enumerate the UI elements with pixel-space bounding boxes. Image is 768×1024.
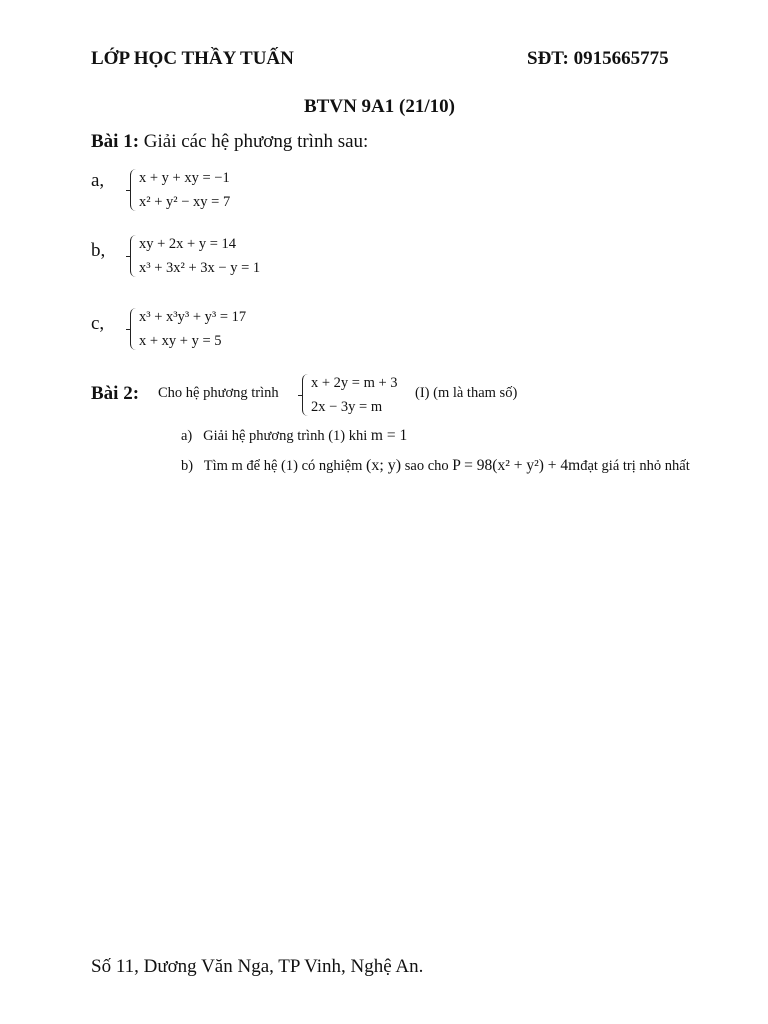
bai1-text: Giải các hệ phương trình sau: <box>143 131 369 152</box>
system-b <box>130 232 260 280</box>
system-c-eq1: x³ + x³y³ + y³ = 17 <box>139 309 247 325</box>
system-a-eq2: x² + y² − xy = 7 <box>139 194 231 210</box>
system-bai2 <box>302 371 398 419</box>
brace-icon <box>130 169 137 211</box>
system-bai2-eq2: 2x − 3y = m <box>311 399 383 415</box>
bai2-part-b <box>181 457 690 475</box>
item-a-label: a, <box>91 170 105 191</box>
part-a-condition: m = 1 <box>370 427 408 444</box>
brace-icon <box>130 235 137 277</box>
system-b-eq1: xy + 2x + y = 14 <box>139 236 237 252</box>
bai2-label <box>91 383 139 405</box>
bai2-part-a <box>181 427 407 445</box>
part-a-label: a) <box>181 428 193 444</box>
system-a-eq1: x + y + xy = −1 <box>139 170 230 186</box>
part-b-expression: P = 98(x² + y²) + 4m <box>452 457 581 474</box>
part-b-text-1: Tìm m để hệ (1) có nghiệm <box>203 458 363 474</box>
item-c-label: c, <box>91 313 105 334</box>
part-b-xy: (x; y) <box>366 457 402 474</box>
header-left: LỚP HỌC THẦY TUẤN <box>91 48 294 69</box>
part-b-label: b) <box>181 458 194 474</box>
footer-address: Số 11, Dương Văn Nga, TP Vinh, Nghệ An. <box>91 956 424 977</box>
system-bai2-eq1: x + 2y = m + 3 <box>311 375 398 391</box>
bai2-intro: Cho hệ phương trình <box>158 385 279 401</box>
bai2-label-text: Bài 2: <box>91 383 140 404</box>
system-c <box>130 305 246 353</box>
header-right: SĐT: 0915665775 <box>527 48 669 69</box>
part-a-text: Giải hệ phương trình (1) khi <box>203 428 368 444</box>
page-title: BTVN 9A1 (21/10) <box>304 96 455 117</box>
system-c-eq2: x + xy + y = 5 <box>139 333 222 349</box>
brace-icon <box>130 308 137 350</box>
bai2-note: (I) (m là tham số) <box>415 385 518 401</box>
brace-icon <box>302 374 309 416</box>
part-b-text-3: đạt giá trị nhỏ nhất <box>580 458 690 474</box>
system-b-eq2: x³ + 3x² + 3x − y = 1 <box>139 260 261 276</box>
item-b-label: b, <box>91 240 106 261</box>
system-a <box>130 166 230 214</box>
part-b-text-2: sao cho <box>404 458 449 474</box>
bai1-label: Bài 1: <box>91 131 140 152</box>
bai1-heading <box>91 131 368 153</box>
